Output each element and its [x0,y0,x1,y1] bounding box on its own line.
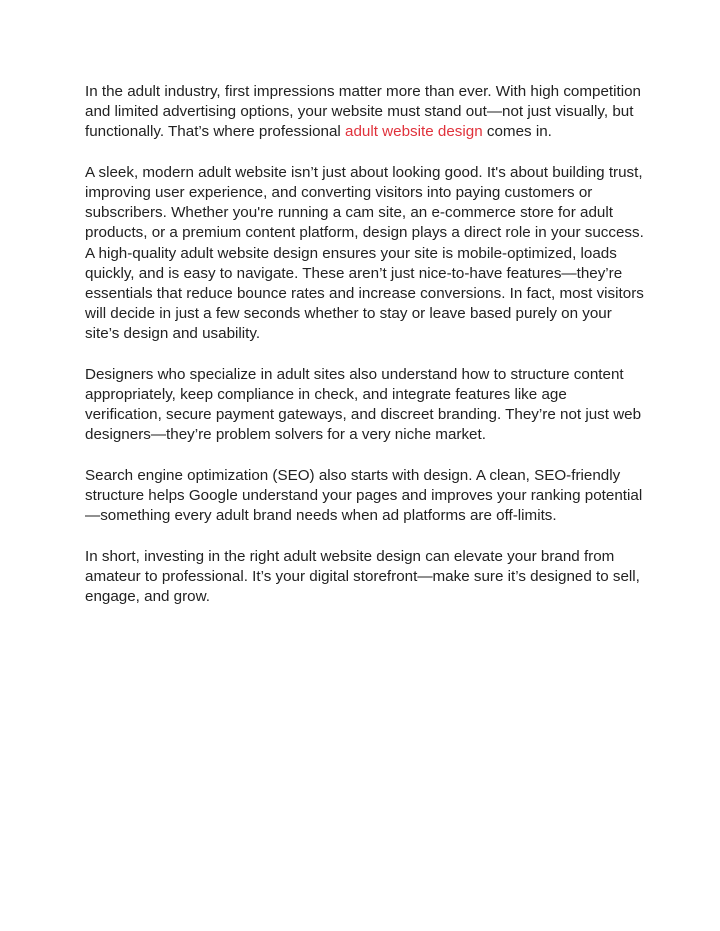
document-body [85,82,645,607]
adult-website-design-link[interactable]: adult website design [345,123,483,141]
paragraph-intro [85,82,645,143]
paragraph-designers: Designers who specialize in adult sites also understand how to structure content appropriately, keep compliance in check, and integrate features like age verification, secure payment gateways, and discreet branding. They’re not just web designers—they’re problem solvers for a very niche market. [85,365,642,444]
paragraph-spacer [85,446,645,466]
paragraph-conclusion: In short, investing in the right adult website design can elevate your brand from amateur to professional. It’s your digital storefront—make sure it’s designed to sell, engage, and grow. [85,547,640,606]
paragraph-high-quality: A high-quality adult website design ensures your site is mobile-optimized, loads quickly, and is easy to navigate. These aren’t just nice-to-have features—they’re essentials that reduce bounce rates and increase conversions. In fact, most visitors will decide in just a few seconds whether to stay or leave based purely on your site’s design and usability. [85,244,644,343]
paragraph-spacer [85,526,645,546]
paragraph-spacer [85,345,645,365]
paragraph-seo: Search engine optimization (SEO) also starts with design. A clean, SEO-friendly structure helps Google understand your pages and improves your ranking potential—something every adult brand needs when ad platforms are off-limits. [85,466,643,525]
paragraph-intro-text-start: In the adult industry, first impressions matter more than ever. With high competition and limited advertising options, your website must stand out—not just visually, but functionally. That’s where professional [85,83,641,141]
paragraph-spacer [85,143,645,163]
paragraph-intro-text-end: comes in. [482,123,552,141]
paragraph-sleek-design: A sleek, modern adult website isn’t just about looking good. It's about building trust, improving user experience, and converting visitors into paying customers or subscribers. Whether you're running a cam site, an e-commerce store for adult products, or a premium content platform, design plays a direct role in your success. [85,163,644,242]
